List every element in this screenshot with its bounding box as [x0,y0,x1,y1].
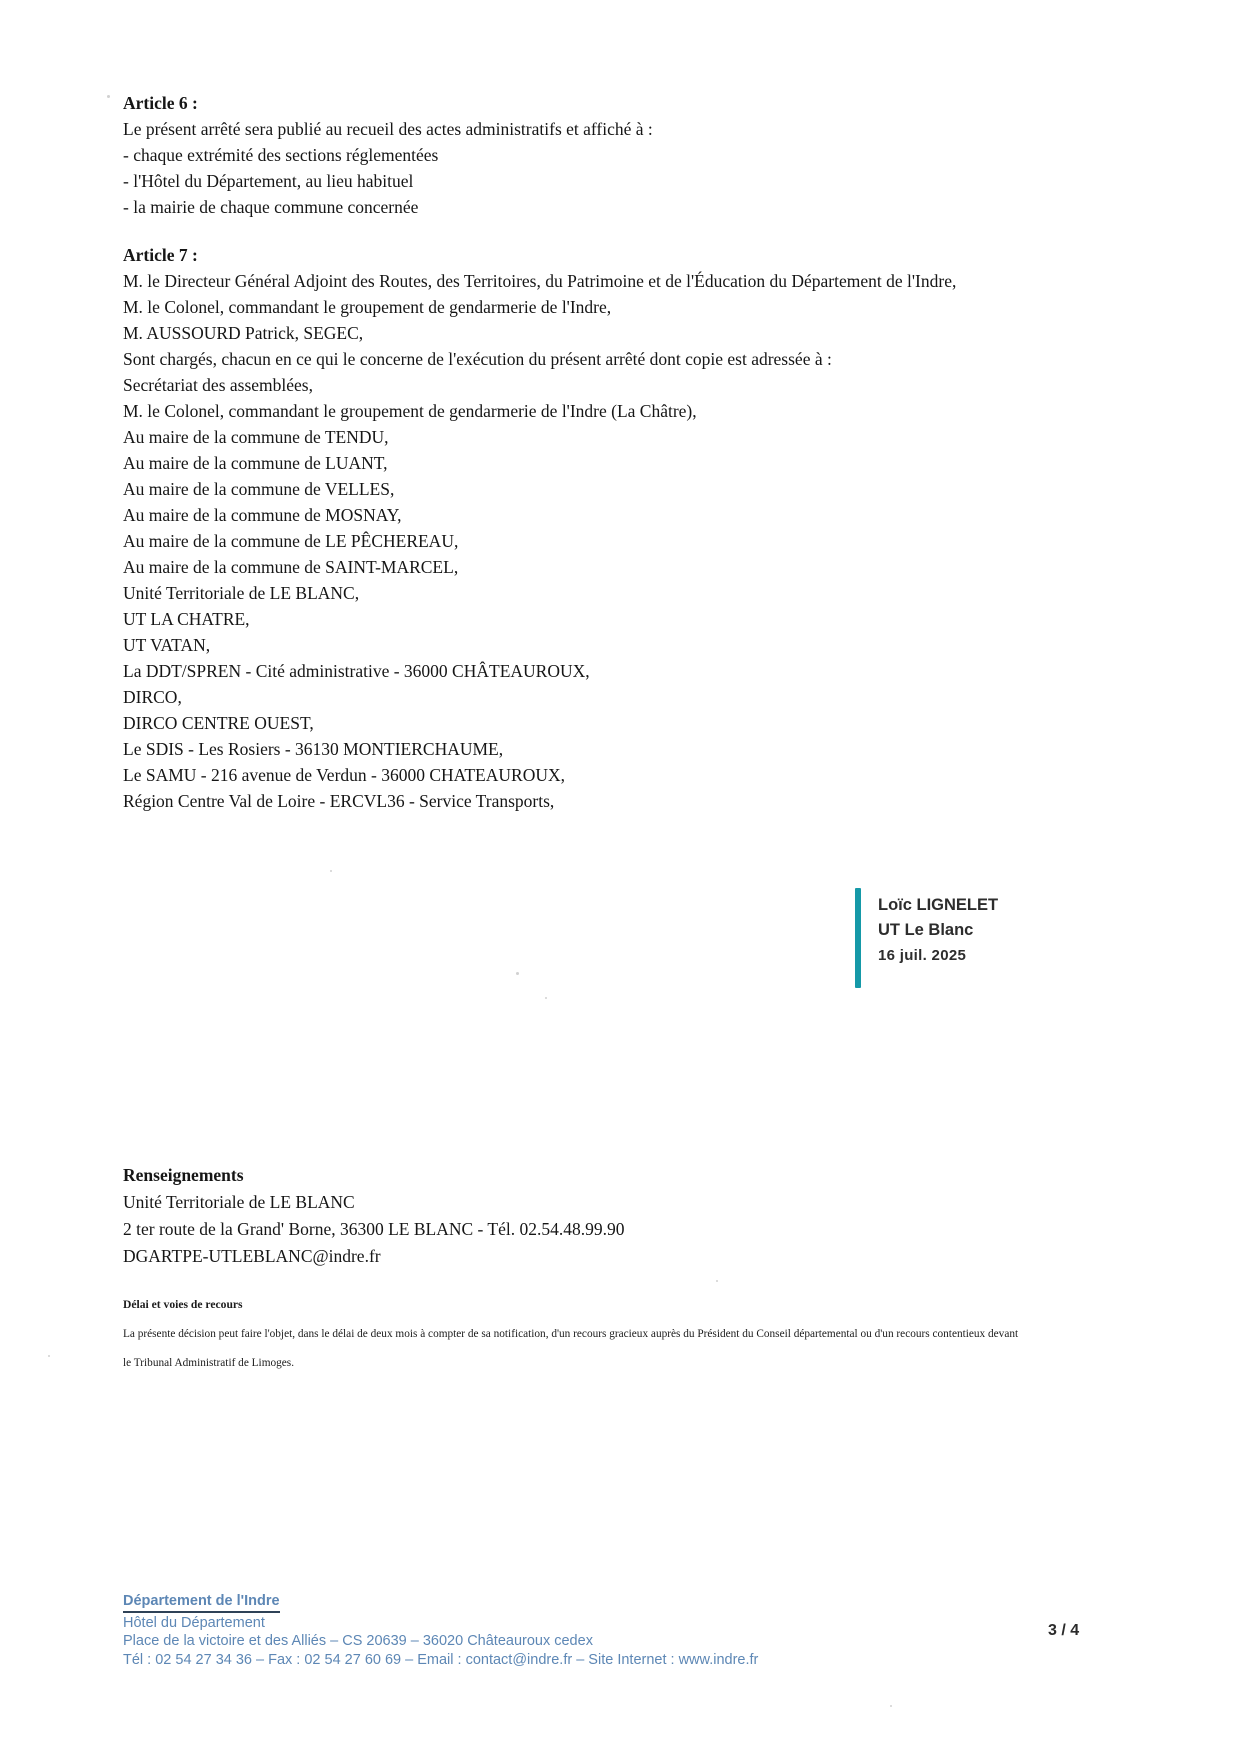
recours-line: La présente décision peut faire l'objet, dans le délai de deux mois à compter de sa notification, d'un recours gracieux auprès du Président du Conseil départemental ou d'un recours contentieux devant [123,1328,1019,1340]
recours-notice [123,1298,1088,1385]
article-7-line: Le SDIS - Les Rosiers - 36130 MONTIERCHAUME, [123,739,504,759]
scan-speck [716,1280,718,1282]
signature-date: 16 juil. 2025 [878,947,967,964]
article-6-line: - l'Hôtel du Département, au lieu habituel [123,171,414,191]
article-7-line: Le SAMU - 216 avenue de Verdun - 36000 CHATEAUROUX, [123,765,565,785]
article-7-line: Au maire de la commune de LE PÊCHEREAU, [123,531,459,551]
article-7-line: M. le Colonel, commandant le groupement de gendarmerie de l'Indre (La Châtre), [123,401,697,421]
article-7-line: Au maire de la commune de LUANT, [123,453,388,473]
footer-line: Hôtel du Département [123,1614,265,1631]
scan-speck [545,997,547,999]
article-7-line: Secrétariat des assemblées, [123,375,313,395]
article-7-line: DIRCO, [123,687,182,707]
article-7-paragraph: M. le Directeur Général Adjoint des Routes, des Territoires, du Patrimoine et de l'Éducation du Département de l'Indre, [123,271,957,291]
article-7-line: Au maire de la commune de VELLES, [123,479,395,499]
article-6-line: Le présent arrêté sera publié au recueil des actes administratifs et affiché à : [123,119,653,139]
recours-line: le Tribunal Administratif de Limoges. [123,1357,295,1369]
footer-org-name: Département de l'Indre [123,1592,280,1613]
scan-speck [516,972,519,975]
article-6-section [123,90,1091,220]
article-7-line: M. AUSSOURD Patrick, SEGEC, [123,323,364,343]
page-number: 3 / 4 [1048,1622,1080,1639]
signature-unit: UT Le Blanc [878,921,974,939]
article-7-line: Au maire de la commune de TENDU, [123,427,389,447]
recours-heading: Délai et voies de recours [123,1298,243,1311]
article-7-line: Région Centre Val de Loire - ERCVL36 - Service Transports, [123,791,555,811]
article-6-heading: Article 6 : [123,93,198,113]
scan-speck [330,870,332,872]
renseignements-line: 2 ter route de la Grand' Borne, 36300 LE BLANC - Tél. 02.54.48.99.90 [123,1219,625,1239]
scan-speck [890,1705,892,1707]
signature-name: Loïc LIGNELET [878,896,999,914]
article-6-line: - la mairie de chaque commune concernée [123,197,419,217]
scan-speck [48,1355,50,1357]
renseignements-section [123,1162,1023,1270]
article-7-line: UT VATAN, [123,635,211,655]
article-7-line: Au maire de la commune de MOSNAY, [123,505,402,525]
article-7-line: DIRCO CENTRE OUEST, [123,713,314,733]
renseignements-line: Unité Territoriale de LE BLANC [123,1192,355,1212]
renseignements-heading: Renseignements [123,1165,244,1185]
footer-block [123,1592,1023,1669]
article-6-line: - chaque extrémité des sections réglementées [123,145,439,165]
article-7-line: Unité Territoriale de LE BLANC, [123,583,360,603]
article-7-line: Au maire de la commune de SAINT-MARCEL, [123,557,459,577]
scan-speck [107,95,110,98]
renseignements-line: DGARTPE-UTLEBLANC@indre.fr [123,1246,381,1266]
footer-line: Tél : 02 54 27 34 36 – Fax : 02 54 27 60 69 – Email : contact@indre.fr – Site Internet : www.indre.fr [123,1651,759,1668]
document-body [123,90,1091,814]
signature-text [878,888,998,968]
article-7-line: La DDT/SPREN - Cité administrative - 36000 CHÂTEAUROUX, [123,661,590,681]
article-7-heading: Article 7 : [123,245,198,265]
article-7-line: UT LA CHATRE, [123,609,250,629]
footer-line: Place de la victoire et des Alliés – CS 20639 – 36020 Châteauroux cedex [123,1633,593,1649]
signature-stamp [855,888,998,988]
article-7-section [123,242,1091,814]
signature-bar [855,888,861,988]
article-7-line: M. le Colonel, commandant le groupement de gendarmerie de l'Indre, [123,297,612,317]
article-7-line: Sont chargés, chacun en ce qui le concerne de l'exécution du présent arrêté dont copie est adressée à : [123,349,832,369]
